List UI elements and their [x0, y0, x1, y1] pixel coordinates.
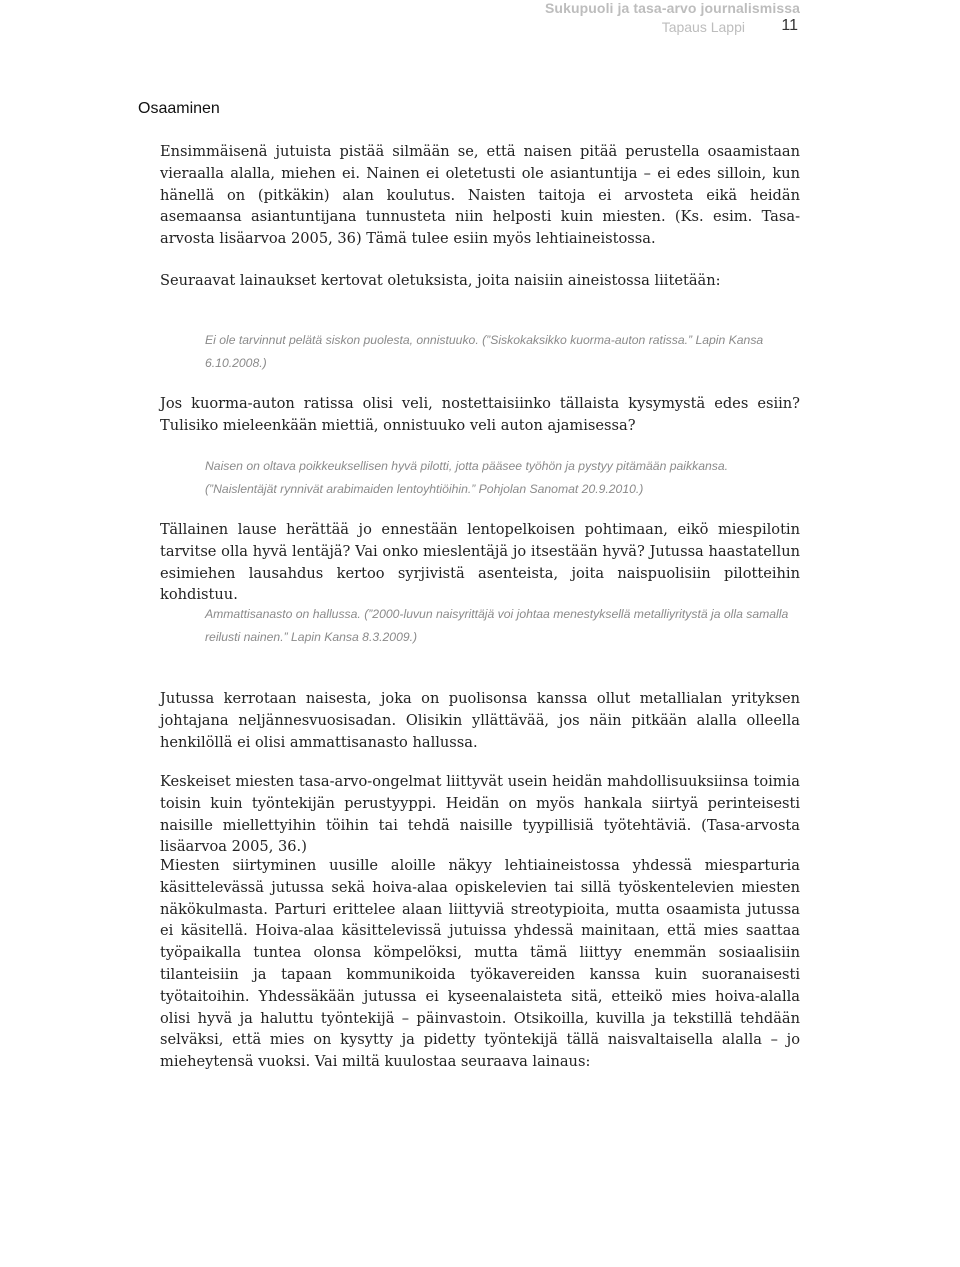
paragraph-intro: Ensimmäisenä jutuista pistää silmään se, että naisen pitää perustella osaamistaan vieraalla alalla, miehen ei. Nainen ei oletetusti ole asiantuntija – ei edes silloin, kun hänellä on (pitkäkin) alan koulutus. Naisten taitoja ei arvosteta eikä heidän asemaansa asiantuntijana tunnusteta niin helposti kuin miesten. (Ks. esim. Tasa-arvosta lisäarvoa 2005, 36) Tämä tulee esiin myös lehtiaineistossa. — [160, 143, 800, 248]
paragraph-metal-comment: Jutussa kerrotaan naisesta, joka on puolisonsa kanssa ollut metallialan yrityksen johtajana neljännesvuosisadan. Olisikin yllättävää, jos näin pitkään alalla olleella henkilöllä ei olisi ammattisanasto hallussa. — [160, 690, 800, 751]
quote-female-pilots: Naisen on oltava poikkeuksellisen hyvä pilotti, jotta pääsee työhön ja pystyy pitämään paikkansa. (”Naislentäjät rynnivät arabimaiden lentoyhtiöihin.” Pohjolan Sanomat 20.9.2010.) — [205, 459, 729, 496]
quote-metal-entrepreneur: Ammattisanasto on hallussa. (”2000-luvun naisyrittäjä voi johtaa menestyksellä metalliyritystä ja olla samalla reilusti nainen.” Lapin Kansa 8.3.2009.) — [205, 607, 789, 644]
paragraph-pilot-comment: Tällainen lause herättää jo ennestään lentopelkoisen pohtimaan, eikö miespilotin tarvitse olla hyvä lentäjä? Vai onko mieslentäjä jo itsestään hyvä? Jutussa haastatellun esimiehen lausahdus kertoo syrjivistä asenteista, joita naispuolisiin pilotteihin kohdistuu. — [160, 521, 800, 604]
paragraph-mens-equality: Keskeiset miesten tasa-arvo-ongelmat liittyvät usein heidän mahdollisuuksiinsa toimia toisin kuin työntekijän perustyyppi. Heidän on myös hankala siirtyä perinteisesti naisille miellettyihin töihin tai tehdä naisille tyypillisiä työtehtäviä. (Tasa-arvosta lisäarvoa 2005, 36.) — [160, 773, 800, 856]
running-header-author: Tapaus Lappi — [661, 19, 745, 35]
running-header-title: Sukupuoli ja tasa-arvo journalismissa — [544, 0, 800, 16]
paragraph-truck-comment: Jos kuorma-auton ratissa olisi veli, nostettaisiinko tällaista kysymystä edes esiin? Tulisiko mieleenkään miettiä, onnistuuko veli auton ajamisessa? — [160, 395, 800, 434]
paragraph-men-new-fields: Miesten siirtyminen uusille aloille näkyy lehtiaineistossa yhdessä miesparturia käsittelevässä jutussa sekä hoiva-alaa opiskelevien tai sillä työskentelevien miesten näkökulmasta. Parturi erittelee alaan liittyviä streotypioita, mutta osaamista jutussa ei käsitellä. Hoiva-alaa käsittelevissä jutuissa yhdessä mainitaan, että mies saattaa työpaikalla tuntea olonsa kömpelöksi, mutta tämä liittyy enemmän sosiaalisiin tilanteisiin ja tapaan kommunikoida työkavereiden kanssa kuin suoranaisesti työtaitoihin. Yhdessäkään jutussa ei kyseenalaisteta sitä, etteikö mies hoiva-alalla olisi hyvä ja haluttu työntekijä – päinvastoin. Otsikoilla, kuvilla ja tekstillä tehdään selväksi, että mies on kysytty ja pidetty työntekijä tällä naisvaltaisella alalla – jo mieheytensä vuoksi. Vai miltä kuulostaa seuraava lainaus: — [160, 857, 800, 1071]
paragraph-quotes-lead: Seuraavat lainaukset kertovat oletuksista, joita naisiin aineistossa liitetään: — [160, 272, 721, 289]
section-heading: Osaaminen — [138, 100, 220, 117]
quote-truck-sisters: Ei ole tarvinnut pelätä siskon puolesta, onnistuuko. (”Siskokaksikko kuorma-auton ratissa.” Lapin Kansa 6.10.2008.) — [205, 333, 764, 370]
page-number: 11 — [781, 17, 798, 34]
